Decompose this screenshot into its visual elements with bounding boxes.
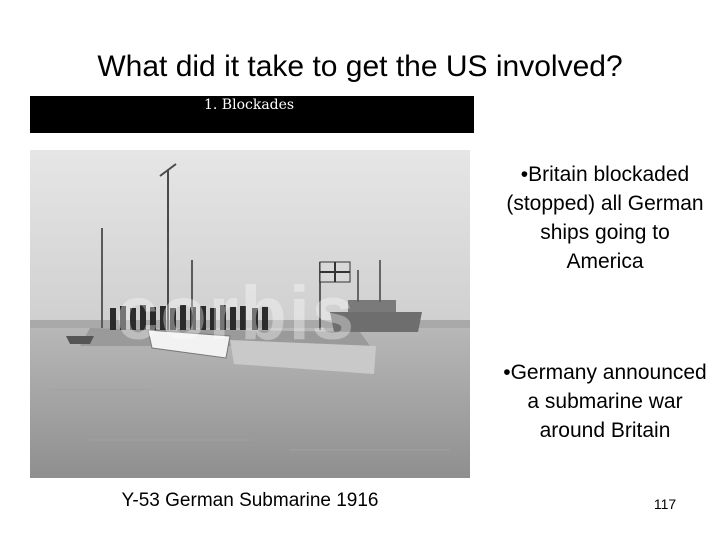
bullet-point-2: •Germany announced a submarine war around Britain: [503, 361, 707, 442]
photo-caption: Y-53 German Submarine 1916: [121, 490, 379, 511]
subtitle-bar-label: 1. Blockades: [204, 97, 295, 113]
watermark-text: corbis: [116, 271, 357, 356]
page-number: 117: [653, 496, 677, 512]
bullet-point-1: •Britain blockaded (stopped) all German ships going to America: [506, 163, 704, 273]
submarine-photo: [30, 150, 470, 478]
slide-title: What did it take to get the US involved?: [97, 50, 623, 83]
